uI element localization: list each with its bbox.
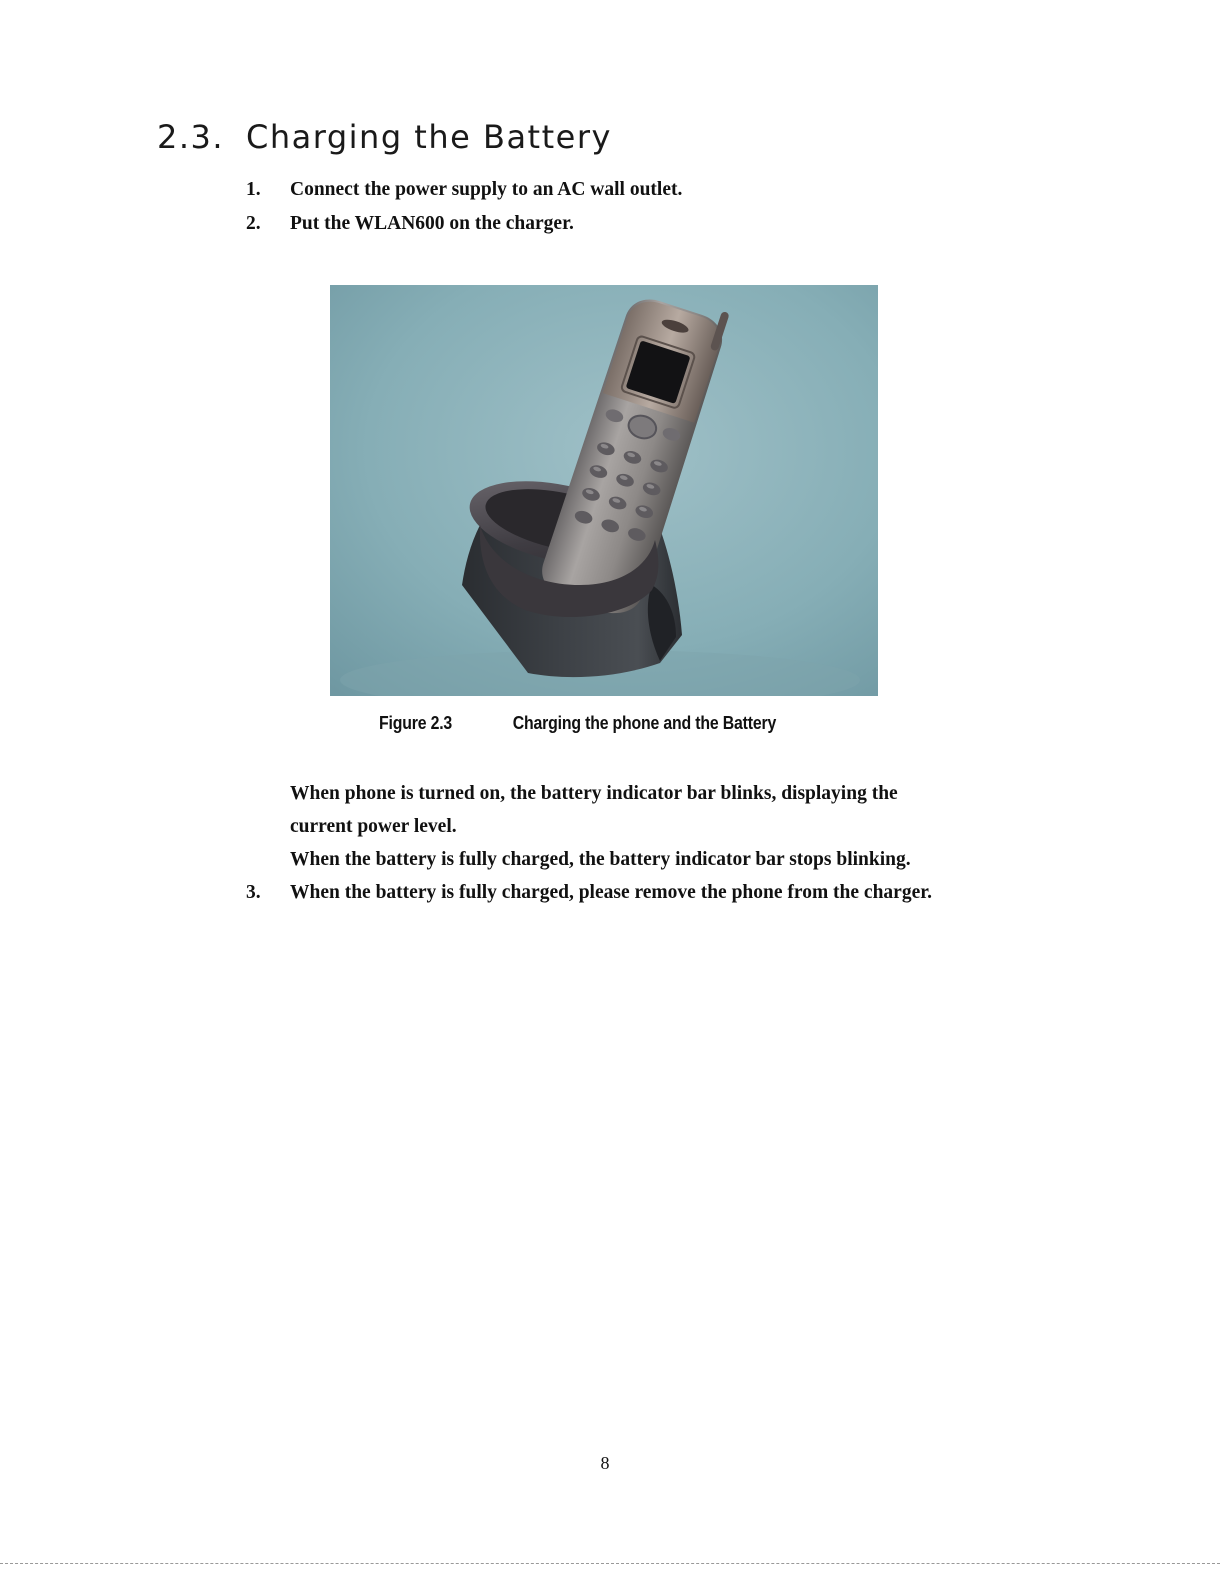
step-number: 1. (246, 179, 261, 200)
step-text: Connect the power supply to an AC wall outlet. (290, 179, 683, 200)
figure-caption (379, 713, 776, 734)
step-number: 3. (246, 882, 261, 903)
step-number: 2. (246, 213, 261, 234)
section-heading (157, 118, 612, 156)
note-line-2: current power level. (290, 816, 457, 837)
page-number: 8 (600, 1453, 610, 1473)
note-line-3: When the battery is fully charged, the battery indicator bar stops blinking. (290, 849, 911, 870)
step-text: Put the WLAN600 on the charger. (290, 213, 574, 234)
figure-caption-text: Charging the phone and the Battery (512, 713, 777, 733)
step-text: When the battery is fully charged, please remove the phone from the charger. (290, 882, 932, 903)
page-bottom-divider (0, 1563, 1220, 1564)
figure-photo-phone-on-charger (330, 285, 878, 696)
note-line-1: When phone is turned on, the battery indicator bar blinks, displaying the (290, 783, 898, 804)
section-number: 2.3. (157, 118, 225, 156)
figure-label: Figure 2.3 (379, 713, 453, 733)
section-title: Charging the Battery (246, 118, 612, 156)
